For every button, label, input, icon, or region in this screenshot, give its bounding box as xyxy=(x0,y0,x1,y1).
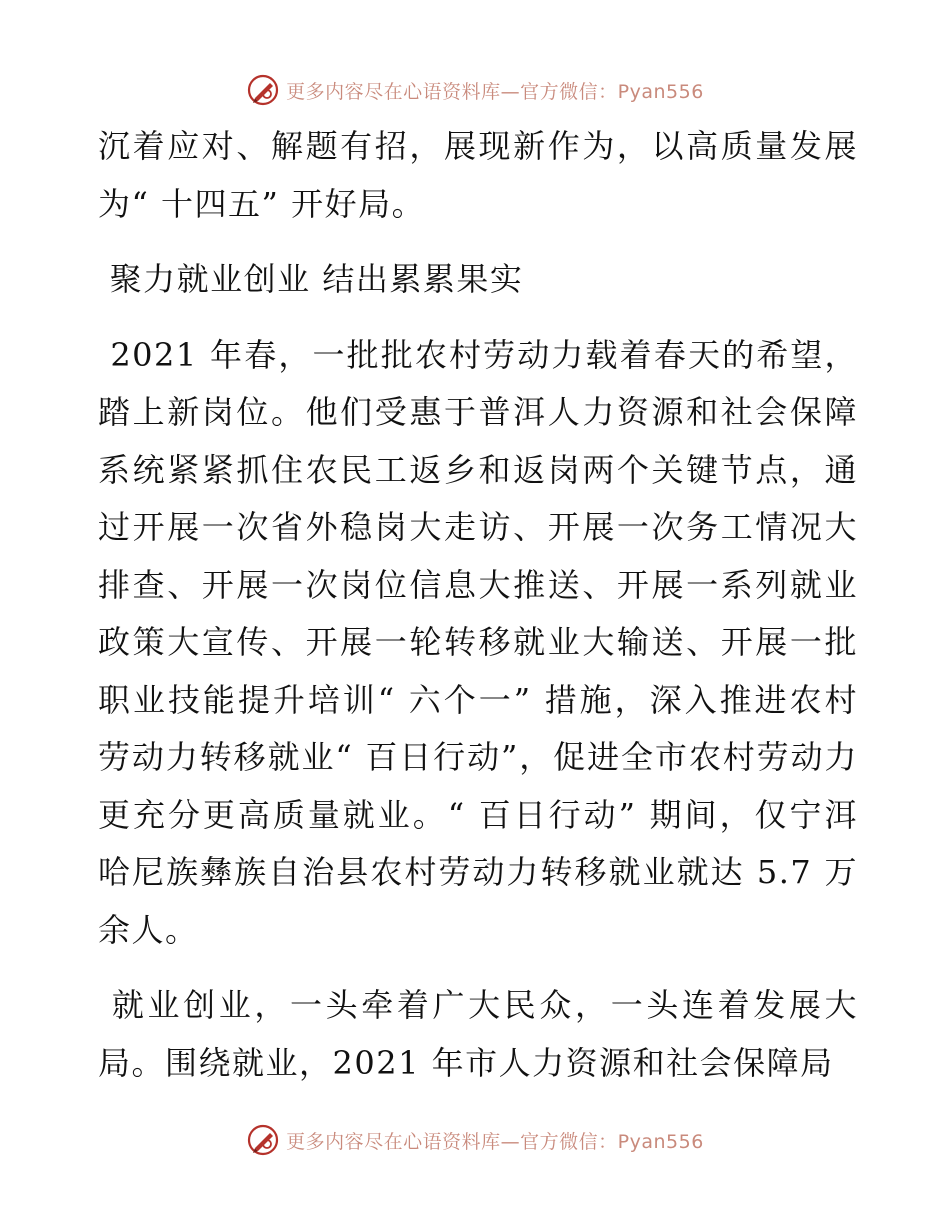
section-heading: 聚力就业创业 结出累累果实 xyxy=(98,260,524,298)
watermark-header xyxy=(0,70,950,110)
paragraph-spring-employment: 2021 年春，一批批农村劳动力载着春天的希望，踏上新岗位。他们受惠于普洱人力资源和社会保障系统紧紧抓住农民工返乡和返岗两个关键节点，通过开展一次省外稳岗大走访、开展一次务工情况大排查、开展一次岗位信息大推送、开展一系列就业政策大宣传、开展一轮转移就业大输送、开展一批职业技能提升培训“ 六个一” 措施，深入推进农村劳动力转移就业“ 百日行动”，促进全市农村劳动力更充分更高质量就业。“ 百日行动” 期间，仅宁洱哈尼族彝族自治县农村劳动力转移就业就达 5.7 万余人。 xyxy=(98,335,858,949)
watermark-text: 更多内容尽在心语资料库—官方微信：Pyan556 xyxy=(286,80,704,103)
paragraph-employment-entrepreneurship: 就业创业，一头牵着广大民众，一头连着发展大局。围绕就业，2021 年市人力资源和社会保障局 xyxy=(98,986,858,1082)
pen-logo-icon xyxy=(246,73,280,107)
pen-logo-icon xyxy=(246,1123,280,1157)
paragraph-intro-continuation: 沉着应对、解题有招，展现新作为，以高质量发展为“ 十四五” 开好局。 xyxy=(98,127,858,223)
document-body xyxy=(98,118,858,1092)
watermark-text: 更多内容尽在心语资料库—官方微信：Pyan556 xyxy=(286,1130,704,1153)
watermark-footer xyxy=(0,1120,950,1160)
